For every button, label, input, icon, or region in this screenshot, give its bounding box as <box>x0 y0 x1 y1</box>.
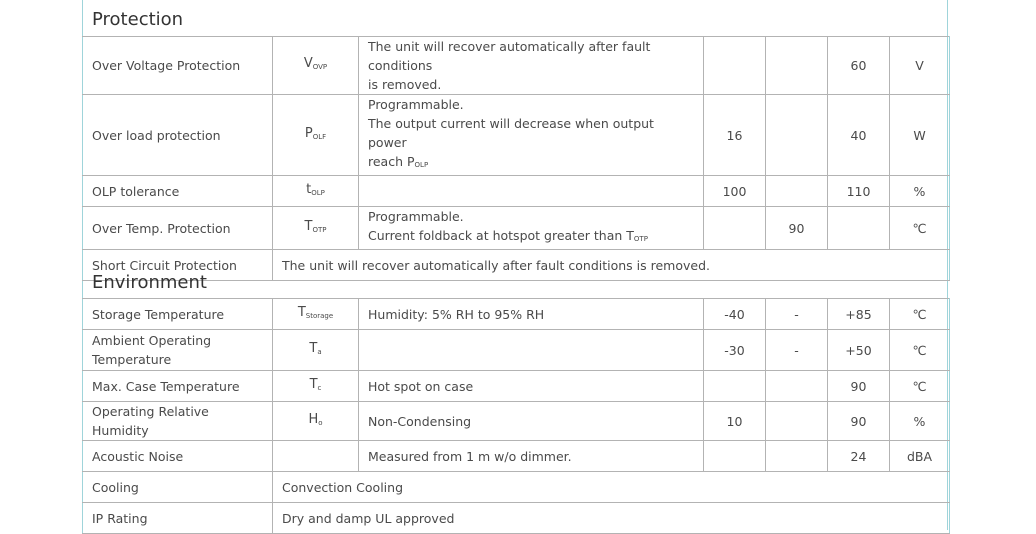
param-cell: Over Temp. Protection <box>83 207 273 250</box>
condition-cell: Measured from 1 m w/o dimmer. <box>359 441 704 472</box>
unit-cell: ℃ <box>890 371 950 402</box>
table-row <box>83 299 950 330</box>
max-cell: +85 <box>828 299 890 330</box>
table-row <box>83 371 950 402</box>
unit-cell: % <box>890 176 950 207</box>
condition-cell: Humidity: 5% RH to 95% RH <box>359 299 704 330</box>
unit-cell: V <box>890 37 950 95</box>
merged-value-cell: Dry and damp UL approved <box>273 503 950 534</box>
typ-cell: 90 <box>766 207 828 250</box>
merged-value-cell: Convection Cooling <box>273 472 950 503</box>
param-cell: Over load protection <box>83 95 273 176</box>
table-row <box>83 95 950 176</box>
condition-cell: Hot spot on case <box>359 371 704 402</box>
table-row <box>83 176 950 207</box>
typ-cell <box>766 402 828 441</box>
param-cell: Acoustic Noise <box>83 441 273 472</box>
symbol-cell: $T_c$ <box>273 371 359 402</box>
table-row <box>83 250 950 281</box>
section-title-environment: Environment <box>92 272 207 293</box>
min-cell <box>704 37 766 95</box>
condition-cell: Non-Condensing <box>359 402 704 441</box>
merged-value-cell: The unit will recover automatically after fault conditions is removed. <box>273 250 950 281</box>
section-title-protection: Protection <box>92 9 184 30</box>
param-cell: Over Voltage Protection <box>83 37 273 95</box>
max-cell: 90 <box>828 402 890 441</box>
min-cell: -40 <box>704 299 766 330</box>
table-row <box>83 37 950 95</box>
param-cell: OLP tolerance <box>83 176 273 207</box>
min-cell: 16 <box>704 95 766 176</box>
min-cell: 100 <box>704 176 766 207</box>
symbol-cell: $P_{OLF}$ <box>273 95 359 176</box>
max-cell: 110 <box>828 176 890 207</box>
table-row <box>83 441 950 472</box>
condition-cell: Programmable. The output current will decrease when output power reach POLP <box>359 95 704 176</box>
max-cell: 60 <box>828 37 890 95</box>
protection-table <box>82 36 950 281</box>
unit-cell: ℃ <box>890 207 950 250</box>
unit-cell: dBA <box>890 441 950 472</box>
min-cell <box>704 371 766 402</box>
condition-cell: Programmable. Current foldback at hotspot greater than TOTP <box>359 207 704 250</box>
condition-cell <box>359 330 704 371</box>
param-cell: Storage Temperature <box>83 299 273 330</box>
max-cell: 90 <box>828 371 890 402</box>
typ-cell: - <box>766 330 828 371</box>
unit-cell: ℃ <box>890 299 950 330</box>
table-row <box>83 503 950 534</box>
table-row <box>83 472 950 503</box>
symbol-cell: $H_o$ <box>273 402 359 441</box>
typ-cell: - <box>766 299 828 330</box>
typ-cell <box>766 95 828 176</box>
typ-cell <box>766 37 828 95</box>
param-cell: Operating Relative Humidity <box>83 402 273 441</box>
condition-cell: The unit will recover automatically after fault conditions is removed. <box>359 37 704 95</box>
typ-cell <box>766 176 828 207</box>
symbol-cell <box>273 441 359 472</box>
symbol-cell: $T_a$ <box>273 330 359 371</box>
min-cell: -30 <box>704 330 766 371</box>
symbol-cell: $T_{Storage}$ <box>273 299 359 330</box>
max-cell <box>828 207 890 250</box>
typ-cell <box>766 371 828 402</box>
unit-cell: W <box>890 95 950 176</box>
unit-cell: % <box>890 402 950 441</box>
min-cell <box>704 441 766 472</box>
condition-cell <box>359 176 704 207</box>
symbol-cell: $t_{OLP}$ <box>273 176 359 207</box>
max-cell: 24 <box>828 441 890 472</box>
min-cell: 10 <box>704 402 766 441</box>
param-cell: Ambient Operating Temperature <box>83 330 273 371</box>
typ-cell <box>766 441 828 472</box>
table-row <box>83 330 950 371</box>
symbol-cell: $V_{OVP}$ <box>273 37 359 95</box>
param-cell: Cooling <box>83 472 273 503</box>
param-cell: IP Rating <box>83 503 273 534</box>
min-cell <box>704 207 766 250</box>
environment-table <box>82 298 950 534</box>
table-row <box>83 207 950 250</box>
max-cell: 40 <box>828 95 890 176</box>
symbol-cell: $T_{OTP}$ <box>273 207 359 250</box>
param-cell: Max. Case Temperature <box>83 371 273 402</box>
max-cell: +50 <box>828 330 890 371</box>
table-row <box>83 402 950 441</box>
unit-cell: ℃ <box>890 330 950 371</box>
param-cell: Short Circuit Protection <box>83 250 273 281</box>
